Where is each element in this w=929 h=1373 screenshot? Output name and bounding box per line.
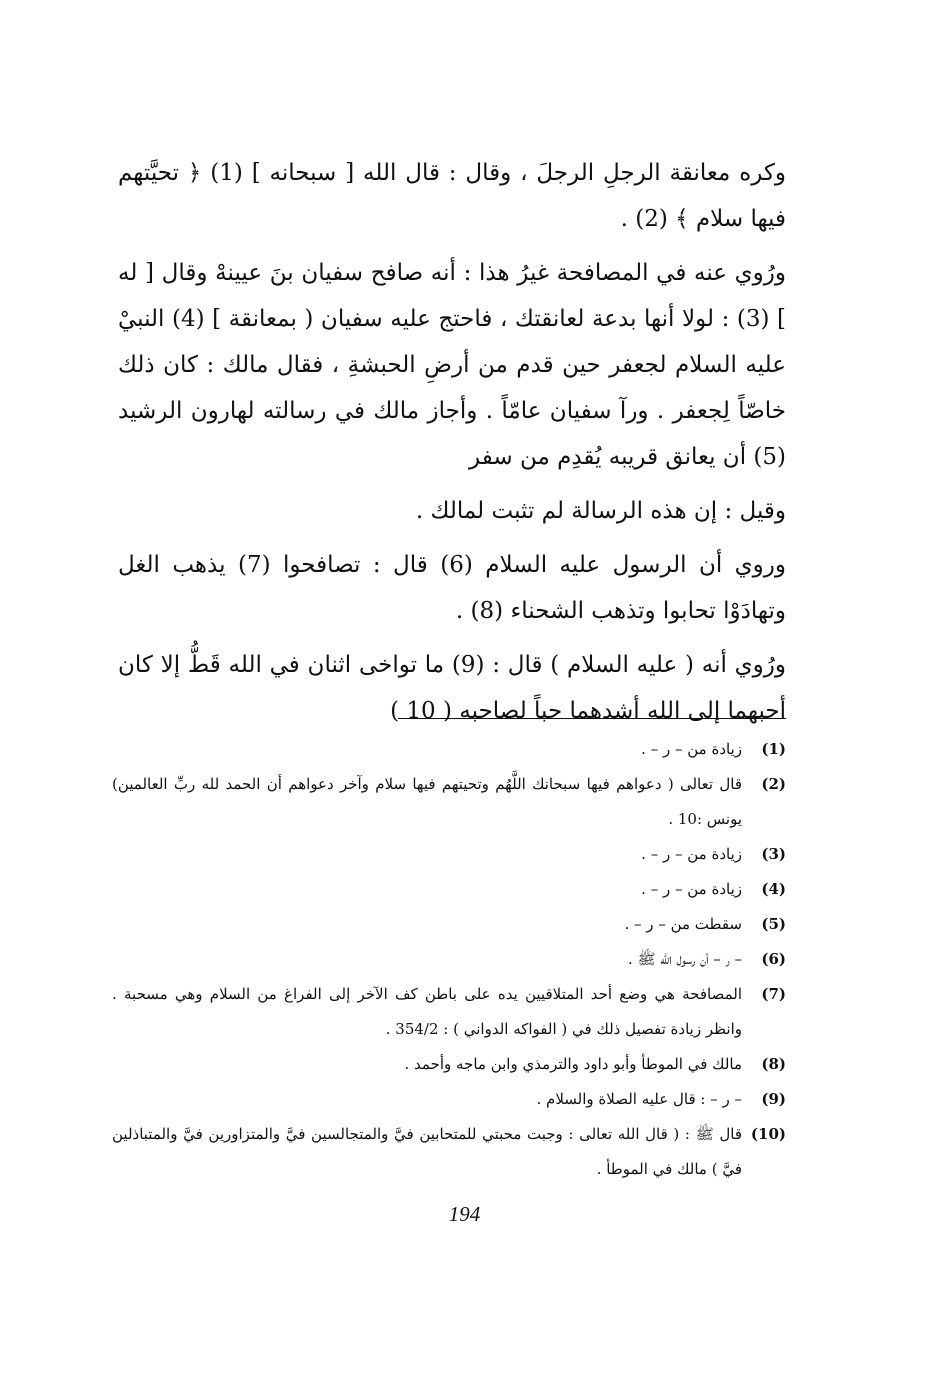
paragraph-4: وروي أن الرسول عليه السلام (6) قال : تصافحوا (7) يذهب الغل وتهادَوْا تحابوا وتذهب الشحناء (8) . (118, 552, 786, 624)
footnote (112, 977, 786, 1047)
footnote-number: (3) (761, 845, 786, 863)
footnote-number: (4) (761, 880, 786, 898)
paragraph-2: ورُوي عنه في المصافحة غيرُ هذا : أنه صافح سفيان بنَ عيينهْ وقال [ له ] (3) : لولا أنها بدعة لعانقتك ، فاحتج عليه سفيان ( بمعانقة ] (4) النبيْ عليه السلام لجعفر حين قدم من أرضِ الحبشةِ ، فقال مالك : كان ذلك خاصّاً لِجعفر . ورآ سفيان عامّاً . وأجاز مالك في رسالته لهارون الرشيد (5) أن يعانق قريبه يُقدِم من سفر (118, 260, 786, 470)
footnote-text: – ر – : قال عليه الصلاة والسلام . (536, 1090, 742, 1108)
footnote (112, 732, 786, 767)
footnote-text: زيادة من – ر – . (641, 845, 742, 863)
footnote (112, 837, 786, 872)
footnote (112, 872, 786, 907)
footnote-text: زيادة من – ر – . (641, 740, 742, 758)
footnote (112, 1082, 786, 1117)
footnote-text: قال تعالى ( دعواهم فيها سبحانك اللَّهُم وتحيتهم فيها سلام وآخر دعواهم أن الحمد لله ربِّ العالمين) يونس :10 . (112, 775, 742, 828)
footnote-text: المصافحة هي وضع أحد المتلاقيين يده على باطن كف الآخر إلى الفراغ من السلام وهي مسحبة . وانظر زيادة تفصيل ذلك في ( الفواكه الدواني ) : 354/2 . (112, 985, 742, 1038)
paragraph-5: ورُوي أنه ( عليه السلام ) قال : (9) ما تواخى اثنان في الله قَطُّ إلا كان أحبهما إلى الله أشدهما حباً لصاحبه ( 10 ) (118, 652, 786, 724)
paragraph-3: وقيل : إن هذه الرسالة لم تثبت لمالك . (415, 498, 786, 524)
footnote (112, 942, 786, 977)
footnote (112, 767, 786, 837)
footnote (112, 907, 786, 942)
footnote (112, 1117, 786, 1187)
footnote-number: (8) (761, 1055, 786, 1073)
footnote-number: (1) (761, 740, 786, 758)
footnote-number: (10) (750, 1125, 786, 1143)
footnote-text: سقطت من – ر – . (624, 915, 742, 933)
paragraph-1: وكره معانقة الرجلِ الرجلَ ، وقال : قال الله [ سبحانه ] (1) ﴿ تحيَّتهم فيها سلام ﴾ (2) . (118, 160, 786, 232)
footnote-text: زيادة من – ر – . (641, 880, 742, 898)
footnote-number: (5) (761, 915, 786, 933)
page-number: 194 (448, 1202, 481, 1226)
main-text (118, 150, 786, 742)
footnote (112, 1047, 786, 1082)
footnote-separator (398, 718, 786, 719)
footnote-text: مالك في الموطأ وأبو داود والترمذي وابن ماجه وأحمد . (404, 1055, 742, 1073)
footnote-text: – ر – أن رسول الله ﷺ . (627, 950, 742, 968)
footnote-text: قال ﷺ : ( قال الله تعالى : وجبت محبتي للمتحابين فيَّ والمتجالسين فيَّ والمتزاورين فيَّ والمتباذلين فيَّ ) مالك في الموطأ . (112, 1125, 742, 1178)
footnote-number: (9) (761, 1090, 786, 1108)
footnote-number: (6) (761, 950, 786, 968)
footnotes-section (112, 732, 786, 1187)
footnote-number: (7) (761, 985, 786, 1003)
footnote-number: (2) (761, 775, 786, 793)
